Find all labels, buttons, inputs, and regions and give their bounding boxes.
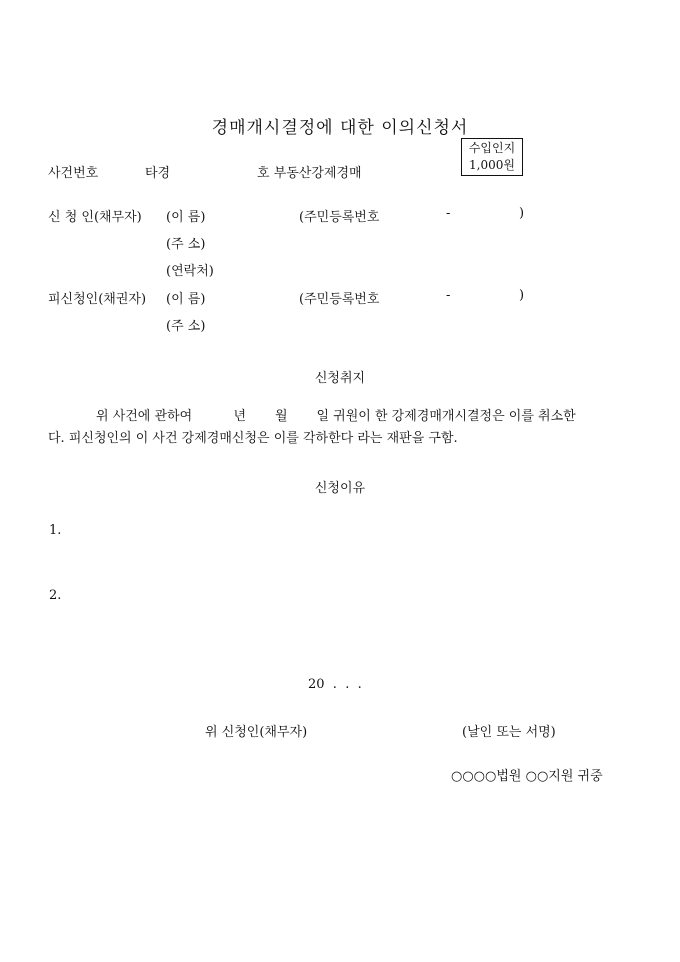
document-title: 경매개시결정에 대한 이의신청서 xyxy=(211,118,469,138)
applicant-address-label: (주 소) xyxy=(166,237,206,252)
applicant-contact-label: (연락처) xyxy=(166,264,214,279)
court-addressee: ○○○○법원 ○○지원 귀중 xyxy=(451,769,603,784)
applicant-reg-dash: - xyxy=(446,206,451,221)
case-type: 호 부동산강제경매 xyxy=(257,166,362,181)
reasons-heading: 신청이유 xyxy=(314,481,366,496)
respondent-name-label: (이 름) xyxy=(166,292,206,307)
revenue-stamp-box xyxy=(461,138,523,176)
date-line: 20 . . . xyxy=(308,677,362,692)
respondent-address-label: (주 소) xyxy=(166,319,206,334)
respondent-reg-dash: - xyxy=(446,288,451,303)
respondent-reg-label: (주민등록번호 xyxy=(299,292,380,307)
reason-item-2: 2. xyxy=(49,588,62,603)
signer-label: 위 신청인(채무자) xyxy=(205,725,308,740)
purpose-heading: 신청취지 xyxy=(314,371,366,386)
seal-label: (날인 또는 서명) xyxy=(462,725,556,740)
applicant-name-label: (이 름) xyxy=(166,210,206,225)
respondent-reg-close: ) xyxy=(519,288,525,303)
case-prefix: 타경 xyxy=(145,166,171,181)
applicant-reg-close: ) xyxy=(519,206,525,221)
respondent-label: 피신청인(채권자) xyxy=(48,292,147,307)
purpose-line-1: 위 사건에 관하여 년 월 일 귀원이 한 강제경매개시결정은 이를 취소한 xyxy=(96,409,576,424)
reason-item-1: 1. xyxy=(49,523,62,538)
stamp-amount: 1,000원 xyxy=(469,158,515,172)
applicant-label: 신 청 인(채무자) xyxy=(48,210,142,225)
case-number-label: 사건번호 xyxy=(48,166,99,181)
purpose-line-2: 다. 피신청인의 이 사건 강제경매신청은 이를 각하한다 라는 재판을 구함. xyxy=(48,431,458,446)
applicant-reg-label: (주민등록번호 xyxy=(299,210,380,225)
stamp-label: 수입인지 xyxy=(468,141,516,155)
